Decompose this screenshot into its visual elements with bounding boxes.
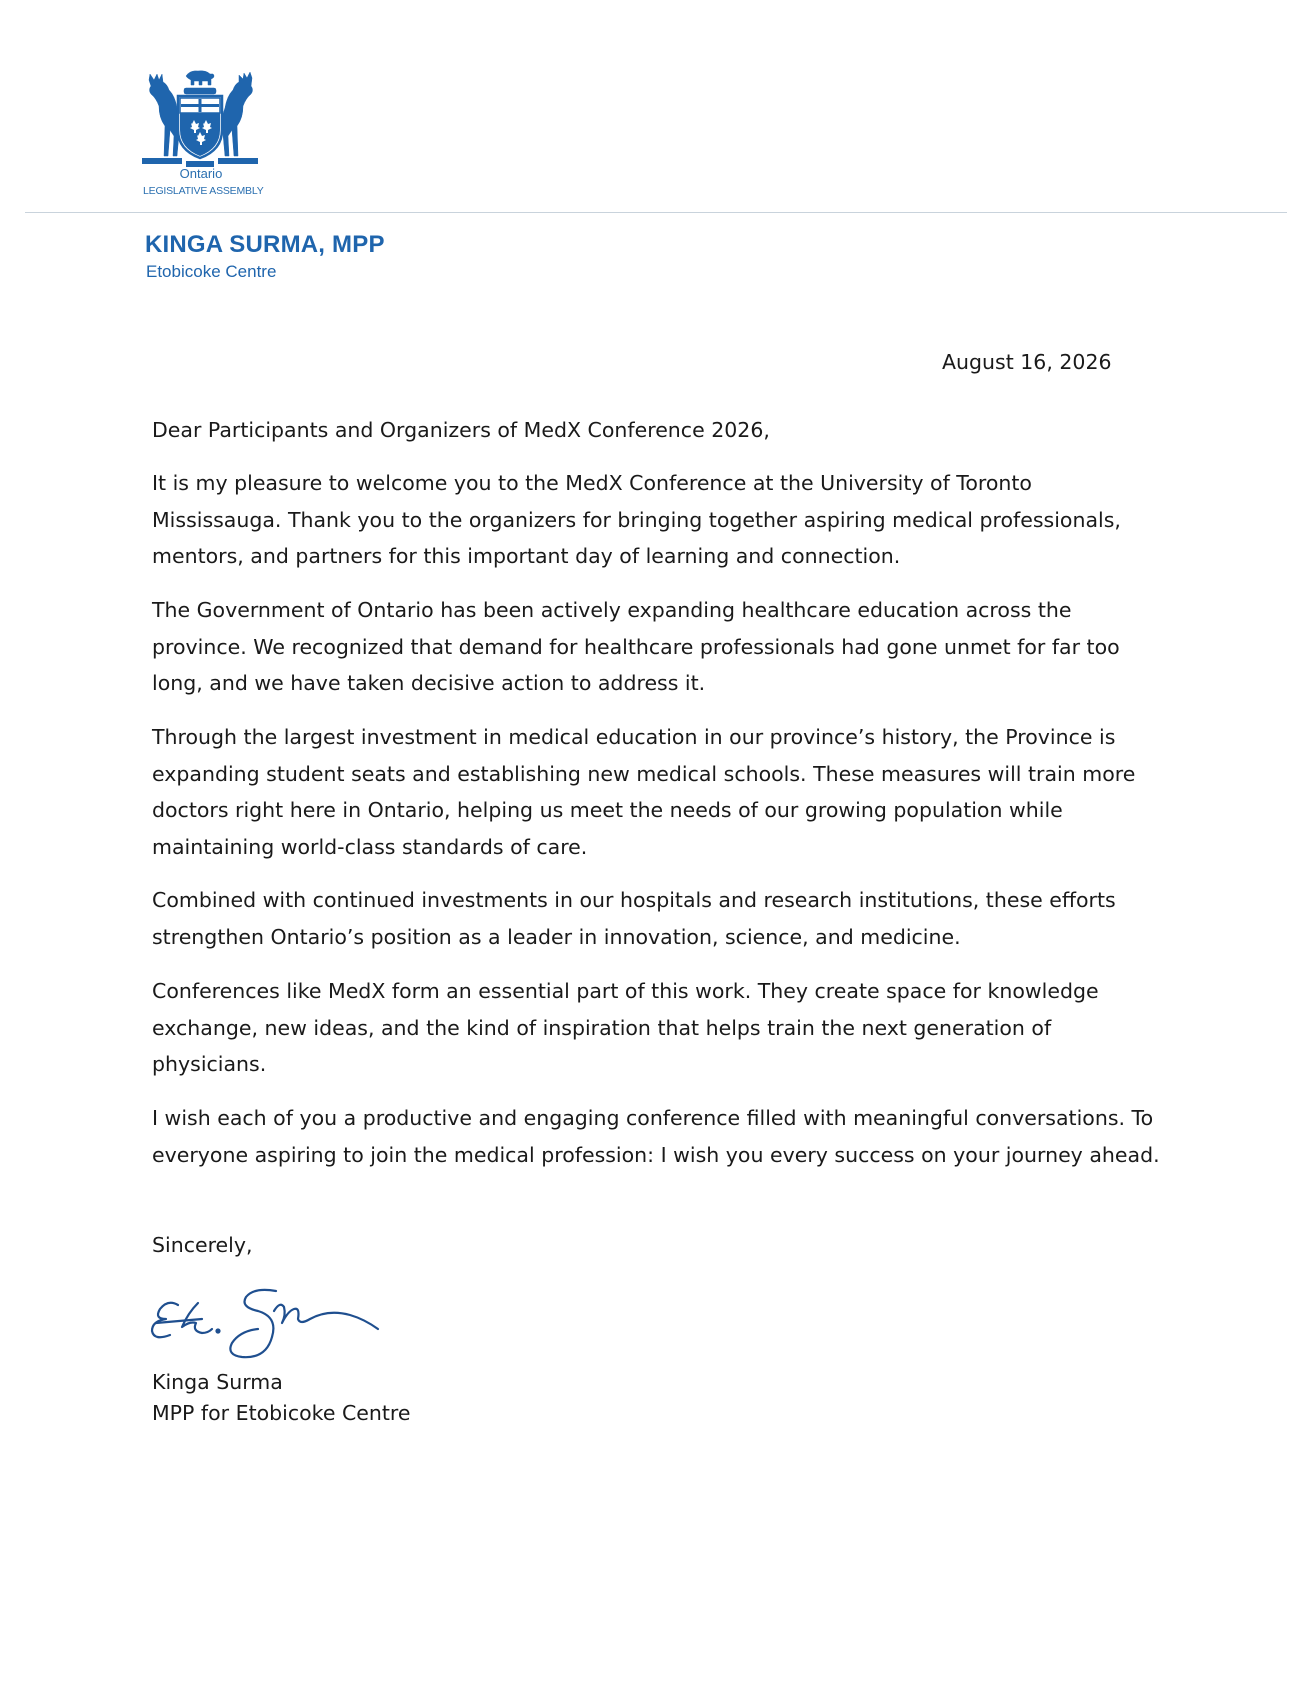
crest-label-ontario: Ontario — [179, 166, 223, 181]
paragraph-1: It is my pleasure to welcome you to the MedX Conference at the University of Toronto Mississauga. Thank you to the organizers for bringing together aspiring medical professionals, mentors, and partners for this important day of learning and connection. — [152, 471, 1121, 568]
member-name: KINGA SURMA, MPP — [145, 231, 385, 258]
paragraph-3: Through the largest investment in medical education in our province’s history, the Province is expanding student seats and establishing new medical schools. These measures will train more doctors right here in Ontario, helping us meet the needs of our growing population while maintaining world-class standards of care. — [152, 725, 1136, 859]
ontario-coat-of-arms-logo — [140, 68, 260, 202]
handwritten-signature — [148, 1283, 408, 1373]
signer-name: Kinga Surma — [152, 1370, 283, 1394]
closing: Sincerely, — [152, 1233, 253, 1257]
crest-label-legislative-assembly: LEGISLATIVE ASSEMBLY — [143, 185, 264, 197]
salutation: Dear Participants and Organizers of MedX Conference 2026, — [152, 418, 770, 442]
paragraph-2: The Government of Ontario has been actively expanding healthcare education across the province. We recognized that demand for healthcare professionals had gone unmet for far too long, and we have taken decisive action to address it. — [152, 598, 1120, 695]
letter-date: August 16, 2026 — [942, 350, 1112, 374]
signer-title: MPP for Etobicoke Centre — [152, 1401, 411, 1425]
paragraph-4: Combined with continued investments in our hospitals and research institutions, these efforts strengthen Ontario’s position as a leader in innovation, science, and medicine. — [152, 888, 1116, 949]
paragraph-6: I wish each of you a productive and engaging conference filled with meaningful conversations. To everyone aspiring to join the medical profession: I wish you every success on your journey ahead. — [152, 1106, 1160, 1167]
member-riding: Etobicoke Centre — [146, 262, 277, 281]
paragraph-5: Conferences like MedX form an essential part of this work. They create space for knowledge exchange, new ideas, and the kind of inspiration that helps train the next generation of physicians. — [152, 979, 1099, 1076]
letterhead-divider — [25, 212, 1287, 213]
